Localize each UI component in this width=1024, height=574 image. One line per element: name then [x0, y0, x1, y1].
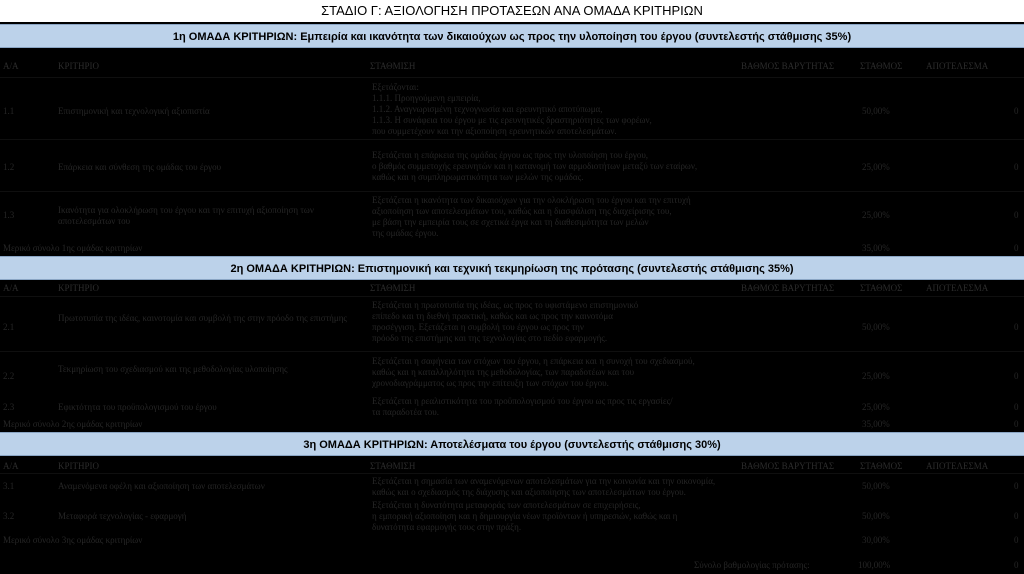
col-score: ΑΠΟΤΕΛΕΣΜΑ: [926, 61, 989, 71]
row-code: 2.2: [3, 371, 15, 381]
group-1-subtotal: [0, 242, 1024, 255]
row-criterion: Επιστημονική και τεχνολογική αξιοπιστία: [58, 106, 210, 116]
table-row: [0, 148, 1024, 188]
total-score: 0: [1014, 560, 1019, 570]
total-weight: 100,00%: [858, 560, 891, 570]
group-2-header: 2η ΟΜΑΔΑ ΚΡΙΤΗΡΙΩΝ: Επιστημονική και τεχνική τεκμηρίωση της πρότασης (συντελεστής στάθμισης 35%): [0, 256, 1024, 280]
col-aa: Α/Α: [3, 461, 19, 471]
subtotal-weight: 35,00%: [862, 243, 890, 253]
table-row: [0, 193, 1024, 241]
row-weight: 25,00%: [862, 371, 890, 381]
row-description: Εξετάζεται η ρεαλιστικότητα του προϋπολογισμού του έργου ως προς τις εργασίες/ τα παραδοτέα του.: [372, 396, 673, 417]
subtotal-score: 0: [1014, 243, 1019, 253]
row-weight: 50,00%: [862, 322, 890, 332]
row-criterion: Επάρκεια και σύνθεση της ομάδας του έργου: [58, 162, 222, 172]
subtotal-weight: 35,00%: [862, 419, 890, 429]
group-1-header: 1η ΟΜΑΔΑ ΚΡΙΤΗΡΙΩΝ: Εμπειρία και ικανότητα των δικαιούχων ως προς την υλοποίηση του έργου (συντελεστής στάθμισης 35%): [0, 24, 1024, 48]
subtotal-weight: 30,00%: [862, 535, 890, 545]
table-row: [0, 476, 1024, 498]
row-score: 0: [1014, 481, 1019, 491]
row-score: 0: [1014, 210, 1019, 220]
row-criterion: Τεκμηρίωση του σχεδιασμού και της μεθοδολογίας υλοποίησης: [58, 364, 288, 374]
row-description: Εξετάζεται η σαφήνεια των στόχων του έργου, η επάρκεια και η συνοχή του σχεδιασμού, καθώς και η καταλληλότητα της μεθοδολογίας, των παραδοτέων και του χρονοδιαγράμματος ως προς την επίτευξη των στόχων του έργου.: [372, 356, 695, 388]
table-row: [0, 80, 1024, 137]
row-description: Εξετάζονται: 1.1.1. Προηγούμενη εμπειρία, 1.1.2. Αναγνωρισμένη τεχνογνωσία και ερευνητικό αποτύπωμα, 1.1.3. Η συνάφεια του έργου με τις ερευνητικές δραστηριότητες των φορέων, που συμμετέχουν και την αξιοποίηση ερευνητικών αποτελεσμάτων.: [372, 82, 652, 136]
col-score: ΑΠΟΤΕΛΕΣΜΑ: [926, 283, 989, 293]
row-code: 3.1: [3, 481, 15, 491]
col-description: ΣΤΑΘΜΙΣΗ: [370, 461, 416, 471]
total-label: Σύνολο βαθμολογίας πρότασης:: [694, 560, 810, 570]
table-row: [0, 500, 1024, 534]
col-weight: ΣΤΑΘΜΟΣ: [860, 61, 903, 71]
col-criterion: ΚΡΙΤΗΡΙΟ: [58, 461, 100, 471]
row-score: 0: [1014, 106, 1019, 116]
row-weight: 25,00%: [862, 210, 890, 220]
group-3-header: 3η ΟΜΑΔΑ ΚΡΙΤΗΡΙΩΝ: Αποτελέσματα του έργου (συντελεστής στάθμισης 30%): [0, 432, 1024, 456]
group-2-subtotal: [0, 418, 1024, 431]
row-description: Εξετάζεται η ικανότητα των δικαιούχων για την ολοκλήρωση του έργου και την επιτυχή αξιοποίηση των αποτελεσμάτων του, καθώς και η διασφάλιση της διαχείρισης του, με βάση την εμπειρία τους σε σχετικά έργα και τη διαθεσιμότητα των μελών της ομάδας έργου.: [372, 195, 691, 238]
table-row: [0, 354, 1024, 398]
subtotal-label: Μερικό σύνολο 1ης ομάδας κριτηρίων: [3, 243, 143, 253]
row-score: 0: [1014, 322, 1019, 332]
row-weight: 50,00%: [862, 481, 890, 491]
col-criterion: ΚΡΙΤΗΡΙΟ: [58, 283, 100, 293]
row-code: 1.2: [3, 162, 15, 172]
row-criterion: Εφικτότητα του προϋπολογισμού του έργου: [58, 402, 217, 412]
row-score: 0: [1014, 371, 1019, 381]
col-aa: Α/Α: [3, 61, 19, 71]
row-weight: 50,00%: [862, 511, 890, 521]
row-description: Εξετάζεται η επάρκεια της ομάδας έργου ως προς την υλοποίηση του έργου, ο βαθμός συμμετοχής ερευνητών και η κατανομή των αρμοδιοτήτων μεταξύ των εταίρων, καθώς και η συμπληρωματικότητα των μελών της ομάδας.: [372, 150, 698, 182]
row-description: Εξετάζεται η σημασία των αναμενόμενων αποτελεσμάτων για την κοινωνία και την οικονομία, καθώς και ο σχεδιασμός της διάχυσης και αξιοποίησης των αποτελεσμάτων του έργου.: [372, 476, 716, 497]
subtotal-score: 0: [1014, 419, 1019, 429]
page-title: ΣΤΑΔΙΟ Γ: ΑΞΙΟΛΟΓΗΣΗ ΠΡΟΤΑΣΕΩΝ ΑΝΑ ΟΜΑΔΑ ΚΡΙΤΗΡΙΩΝ: [0, 0, 1024, 22]
col-criterion: ΚΡΙΤΗΡΙΟ: [58, 61, 100, 71]
group-1-column-headers: [0, 59, 1024, 73]
col-description: ΣΤΑΘΜΙΣΗ: [370, 61, 416, 71]
row-code: 2.3: [3, 402, 15, 412]
group-3-column-headers: [0, 459, 1024, 473]
row-weight: 25,00%: [862, 402, 890, 412]
col-weight: ΣΤΑΘΜΟΣ: [860, 461, 903, 471]
subtotal-score: 0: [1014, 535, 1019, 545]
row-criterion: Αναμενόμενα οφέλη και αξιοποίηση των αποτελεσμάτων: [58, 481, 265, 491]
row-weight: 50,00%: [862, 106, 890, 116]
row-score: 0: [1014, 402, 1019, 412]
row-weight: 25,00%: [862, 162, 890, 172]
group-2-column-headers: [0, 281, 1024, 295]
table-row: [0, 298, 1024, 348]
col-weight-pct: ΒΑΘΜΟΣ ΒΑΡΥΤΗΤΑΣ: [741, 61, 835, 71]
table-row: [0, 396, 1024, 418]
row-criterion: Μεταφορά τεχνολογίας - εφαρμογή: [58, 511, 187, 521]
row-criterion: Πρωτοτυπία της ιδέας, καινοτομία και συμβολή της στην πρόοδο της επιστήμης: [58, 313, 347, 323]
col-weight-pct: ΒΑΘΜΟΣ ΒΑΡΥΤΗΤΑΣ: [741, 461, 835, 471]
row-code: 1.3: [3, 210, 15, 220]
group-3-subtotal: [0, 534, 1024, 547]
col-aa: Α/Α: [3, 283, 19, 293]
col-weight: ΣΤΑΘΜΟΣ: [860, 283, 903, 293]
row-criterion: Ικανότητα για ολοκλήρωση του έργου και την επιτυχή αξιοποίηση των αποτελεσμάτων του: [58, 205, 314, 226]
row-code: 2.1: [3, 322, 15, 332]
row-code: 1.1: [3, 106, 15, 116]
row-score: 0: [1014, 511, 1019, 521]
col-score: ΑΠΟΤΕΛΕΣΜΑ: [926, 461, 989, 471]
row-score: 0: [1014, 162, 1019, 172]
col-weight-pct: ΒΑΘΜΟΣ ΒΑΡΥΤΗΤΑΣ: [741, 283, 835, 293]
row-description: Εξετάζεται η πρωτοτυπία της ιδέας, ως προς το υφιστάμενο επιστημονικό επίπεδο και τη διεθνή πρακτική, καθώς και ως προς την καινοτόμα προσέγγιση. Εξετάζεται η συμβολή του έργου ως προς την πρόοδο της επιστήμης και της τεχνολογίας στο πεδίο εφαρμογής.: [372, 300, 639, 343]
row-description: Εξετάζεται η δυνατότητα μεταφοράς των αποτελεσμάτων σε επιχειρήσεις, η εμπορική αξιοποίηση και η δημιουργία νέων προϊόντων ή υπηρεσιών, καθώς και η δυνατότητα εφαρμογής τους στην πράξη.: [372, 500, 678, 532]
row-code: 3.2: [3, 511, 15, 521]
subtotal-label: Μερικό σύνολο 3ης ομάδας κριτηρίων: [3, 535, 143, 545]
col-description: ΣΤΑΘΜΙΣΗ: [370, 283, 416, 293]
subtotal-label: Μερικό σύνολο 2ης ομάδας κριτηρίων: [3, 419, 143, 429]
